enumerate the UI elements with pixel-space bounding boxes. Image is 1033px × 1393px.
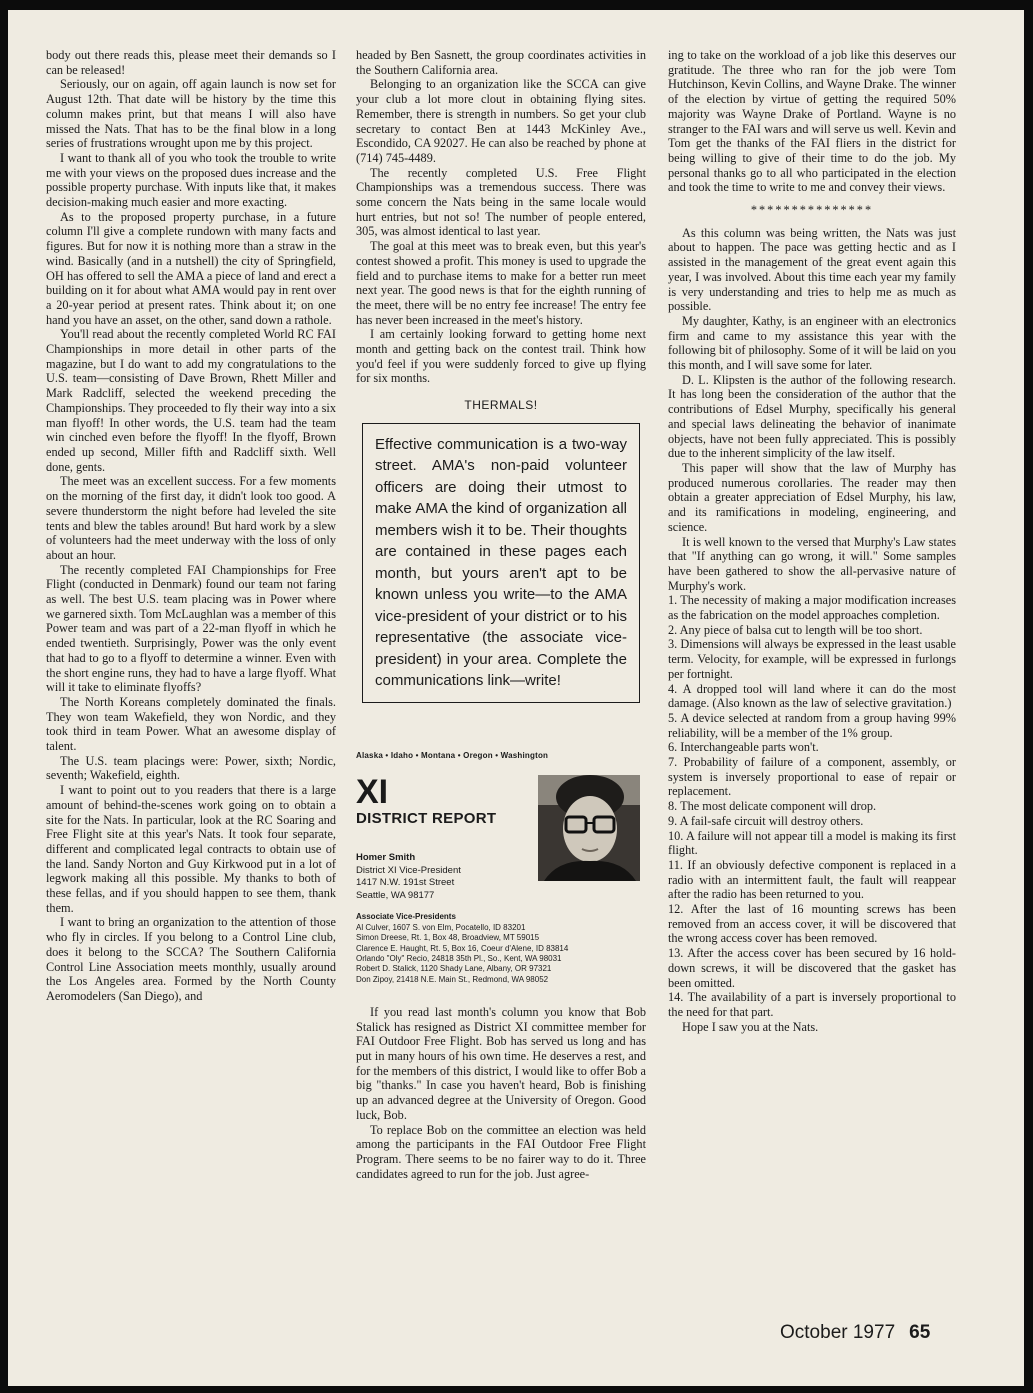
paragraph: Seriously, our on again, off again launch is now set for August 12th. That date will be history by the time this column makes print, but that means I will also have missed the Nats. That has to be the final blow in a long series of frustrations wrought upon me by this project. bbox=[46, 77, 336, 151]
law-item: 9. A fail-safe circuit will destroy others. bbox=[668, 813, 864, 828]
paragraph: I want to point out to you readers that there is a large amount of behind-the-scenes work going on to obtain a site for the Nats. In particular, look at the RC Soaring and Free Flight site at this year's Nats. It took four separate, different and complicated legal contracts to obtain use of the land. Sandy Norton and Guy Kirkwood put in a lot of legwork making all this possible. My thanks to both of these fellas, and if you should happen to see them, thank them. bbox=[46, 783, 336, 915]
vp-name: Homer Smith bbox=[356, 852, 416, 864]
paragraph: I want to bring an organization to the attention of those who fly in circles. If you belong to a Control Line club, does it belong to the SCCA? The Southern California Control Line Association meets monthly, usually around the Los Angeles area. Formed by the North County Aeromodelers (San Diego), and bbox=[46, 915, 336, 1003]
avp-entry: Al Culver, 1607 S. von Elm, Pocatello, ID 83201 bbox=[356, 922, 526, 932]
box-text: Effective communication is a two-way street. AMA's non-paid volunteer officers are doing their utmost to make AMA the kind of organization all members wish it to be. Their thoughts are contained in these pages each month, but yours aren't apt to be known unless you write—to the AMA vice-president of your district or to his representative (the associate vice-president) in your area. Complete the communications link—write! bbox=[375, 435, 627, 690]
paragraph: The meet was an excellent success. For a few moments on the morning of the first day, it didn't look too good. A severe thunderstorm the night before had leveled the site tents and blew the tables around! But hard work by a slew of volunteers had the meet underway with the loss of only about an hour. bbox=[46, 474, 336, 562]
closing-line: Hope I saw you at the Nats. bbox=[682, 1019, 819, 1034]
law-item: 11. If an obviously defective component is replaced in a radio with an intermittent fault, the fault will reappear after the radio has been returned to you. bbox=[668, 857, 956, 902]
issue-date: October 1977 bbox=[780, 1322, 896, 1343]
page-footer bbox=[780, 1322, 930, 1344]
paragraph: ing to take on the workload of a job like this deserves our gratitude. The three who ran for the job were Tom Hutchinson, Kevin Collins, and Wayne Drake. The winner of the election by virtue of getting the required 50% majority was Wayne Drake of Portland. Wayne is no stranger to the FAI wars and will serve us well. Kevin and Tom get the thanks of the FAI fliers in the district for being willing to give of their time to do the job. My personal thanks go to all who participated in the election and took the time to write to me and convey their views. bbox=[668, 48, 956, 195]
paragraph: I want to thank all of you who took the trouble to write me with your views on the proposed dues increase and the possible property purchase. With inputs like that, it makes decision-making much easier and more exacting. bbox=[46, 150, 336, 210]
paragraph: I am certainly looking forward to getting home next month and getting back on the contest trail. Think how you'd feel if you were suddenly forced to give up flying for six months. bbox=[356, 327, 646, 386]
communication-box bbox=[362, 423, 640, 703]
law-item: 5. A device selected at random from a group having 99% reliability, will be a member of the 1% group. bbox=[668, 710, 956, 740]
law-item: 3. Dimensions will always be expressed in the least usable term. Velocity, for example, will be expressed in furlongs per fortnight. bbox=[668, 637, 956, 681]
law-item: 2. Any piece of balsa cut to length will be too short. bbox=[668, 622, 923, 637]
law-item: 13. After the access cover has been secured by 16 hold-down screws, it will be discovered that the gasket has been omitted. bbox=[668, 946, 956, 990]
vice-president-photo bbox=[538, 775, 640, 881]
paragraph: You'll read about the recently completed World RC FAI Championships in more detail in other parts of the magazine, but I do want to add my congratulations to the U.S. team—consisting of Dave Brown, Rhett Miller and Mark Radcliff, selected the weekend preceding the Championships. They proceeded to fly their way into a six man flyoff! In other words, the U.S. team had the team win cinched even before the flyoff! In the flyoff, Brown ended up second, Miller fifth and Radcliff sixth. Well done, gents. bbox=[46, 327, 336, 474]
paragraph: The North Koreans completely dominated the finals. They won team Wakefield, they won Nordic, and they took third in team Power. What an awesome display of talent. bbox=[46, 694, 336, 754]
paragraph: The recently completed U.S. Free Flight Championships was a tremendous success. There was some concern the Nats being in the same locale would hurt entries, but not so! The number of people entered, 305, was almost identical to last year. bbox=[356, 165, 646, 239]
law-item: 6. Interchangeable parts won't. bbox=[668, 740, 819, 755]
paragraph: My daughter, Kathy, is an engineer with an electronics firm and came to my assistance this year with the following bit of philosophy. Some of it will be laid on you this month, and I will save some for later. bbox=[668, 313, 956, 373]
vp-title: District XI Vice-President bbox=[356, 864, 461, 876]
paragraph: body out there reads this, please meet their demands so I can be released! bbox=[46, 48, 336, 77]
paragraph: This paper will show that the law of Murphy has produced numerous corollaries. The reader may then obtain a greater appreciation of Edsel Murphy, his law, and its ramifications in modeling, engineering, and science. bbox=[668, 460, 956, 534]
district-states: Alaska • Idaho • Montana • Oregon • Washington bbox=[356, 750, 549, 760]
thermals-heading: THERMALS! bbox=[464, 398, 538, 413]
column-2 bbox=[356, 48, 646, 1181]
column-3 bbox=[668, 48, 956, 1034]
associate-vps bbox=[356, 912, 646, 985]
avp-entry: Don Zipoy, 21418 N.E. Main St., Redmond, WA 98052 bbox=[356, 974, 549, 984]
paragraph: It is well known to the versed that Murphy's Law states that "If anything can go wrong, it will." Some samples have been gathered to show the all-pervasive nature of Murphy's work. bbox=[668, 534, 956, 593]
paragraph: The U.S. team placings were: Power, sixth; Nordic, seventh; Wakefield, eighth. bbox=[46, 753, 336, 783]
paragraph: Belonging to an organization like the SCCA can give your club a lot more clout in obtaining flying sites. Remember, there is strength in numbers. So get your club secretary to contact Ben at 1443 McKinley Ave., Escondido, CA 92027. He can also be reached by phone at (714) 745-4489. bbox=[356, 77, 646, 165]
avp-entry: Clarence E. Haught, Rt. 5, Box 16, Coeur d'Alene, ID 83814 bbox=[356, 943, 569, 953]
portrait-image bbox=[538, 775, 640, 881]
district-report-header bbox=[356, 749, 646, 997]
column-1 bbox=[46, 48, 336, 1004]
avp-entry: Robert D. Stalick, 1120 Shady Lane, Albany, OR 97321 bbox=[356, 964, 552, 974]
paragraph: To replace Bob on the committee an election was held among the participants in the FAI Outdoor Free Flight Program. There seems to be no fairer way to do it. Three candidates agreed to run for the job. Just agree- bbox=[356, 1122, 646, 1181]
law-item: 12. After the last of 16 mounting screws has been removed from an access cover, it will be discovered that the wrong access cover has been removed. bbox=[668, 902, 956, 946]
district-numeral: XI bbox=[356, 772, 389, 811]
paragraph: If you read last month's column you know that Bob Stalick has resigned as District XI committee member for FAI Outdoor Free Flight. Bob has served us long and has put in many hours of his own time. He deserves a rest, and for the members of this district, I would like to offer Bob a big "thanks." In case you haven't heard, Bob is finishing up an advanced degree at the University of Oregon. Good luck, Bob. bbox=[356, 1004, 646, 1122]
paragraph: As this column was being written, the Nats was just about to happen. The pace was getting hectic and as I assisted in the management of the great event again this year, I was involved. About this time each year my family is very understanding and tries to help me as much as possible. bbox=[668, 225, 956, 314]
paragraph: D. L. Klipsten is the author of the following research. It has long been the consideration of the author that the contributions of Edsel Murphy, specifically his general and special laws delineating the behavior of inanimate objects, have not been fully appreciated. This is possibly due to the inherent simplicity of the law itself. bbox=[668, 372, 956, 461]
paragraph: The recently completed FAI Championships for Free Flight (conducted in Denmark) found our team not faring as well. The best U.S. team placing was in Power where we garnered sixth. Tom McLaughlan was a member of this Power team and was part of a 22-man flyoff in which he ended twentieth. Surprisingly, Power was the only event that had to go to a flyoff to determine a winner. Even with the short engine runs, they had to have a large flyoff. What will it take to eliminate flyoffs? bbox=[46, 562, 336, 695]
vp-city: Seattle, WA 98177 bbox=[356, 889, 435, 901]
law-item: 14. The availability of a part is inversely proportional to the need for that part. bbox=[668, 990, 956, 1019]
law-item: 7. Probability of failure of a component, assembly, or system is inversely proportional to ease of repair or replacement. bbox=[668, 755, 956, 799]
avp-heading: Associate Vice-Presidents bbox=[356, 912, 456, 922]
vp-street: 1417 N.W. 191st Street bbox=[356, 877, 455, 889]
paragraph: headed by Ben Sasnett, the group coordinates activities in the Southern California area. bbox=[356, 48, 646, 77]
district-report-title: DISTRICT REPORT bbox=[356, 809, 497, 827]
paragraph: The goal at this meet was to break even, but this year's contest showed a profit. This money is used to upgrade the field and to purchase items to make for a better run meet next year. The good news is that for the eighth running of the meet, there will be no entry fee increase! The entry fee has never been increased in the meet's history. bbox=[356, 239, 646, 327]
law-item: 10. A failure will not appear till a model is making its first flight. bbox=[668, 828, 956, 858]
page-number: 65 bbox=[909, 1322, 931, 1343]
section-separator: *************** bbox=[750, 203, 874, 218]
law-item: 4. A dropped tool will land where it can do the most damage. (Also known as the law of selective gravitation.) bbox=[668, 681, 956, 711]
avp-entry: Simon Dreese, Rt. 1, Box 48, Broadview, MT 59015 bbox=[356, 933, 540, 943]
magazine-page bbox=[8, 10, 1024, 1386]
law-item: 8. The most delicate component will drop. bbox=[668, 799, 877, 814]
avp-entry: Orlando "Oly" Recio, 24818 35th Pl., So., Kent, WA 98031 bbox=[356, 953, 562, 963]
district-column-text bbox=[356, 1005, 646, 1181]
paragraph: As to the proposed property purchase, in a future column I'll give a complete rundown with many facts and figures. But for now it is nothing more than a straw in the wind. Basically (and in a nutshell) the city of Springfield, OH has offered to sell the AMA a piece of land and erect a building on it for about what AMA would pay in rent over a 20-year period at present rates. Think about it; on one hand you have an asset, on the other, sand down a rathole. bbox=[46, 209, 336, 327]
law-item: 1. The necessity of making a major modification increases as the fabrication on the model approaches completion. bbox=[668, 593, 956, 623]
